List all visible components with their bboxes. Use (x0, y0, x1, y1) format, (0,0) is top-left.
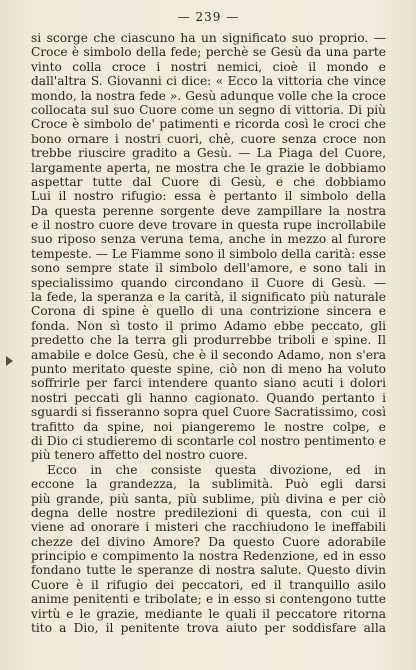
text-line: largamente aperta, ne mostra che le grazie le dobbiamo (31, 160, 386, 175)
margin-marker-icon (6, 356, 13, 366)
text-line: Ecco in che consiste questa divozione, ed in (47, 462, 386, 477)
text-line: trafitto da spine, noi piangeremo le nostre colpe, e (31, 419, 386, 434)
text-line: di Dio ci studieremo di scontarle col nostro pentimento e (31, 433, 386, 448)
text-line: dall'altra S. Giovanni ci dice: « Ecco la vittoria che vince (31, 74, 386, 89)
text-line: più grande, più santa, più sublime, più divina e per ciò (31, 491, 386, 506)
text-line: eccone la grandezza, la sublimità. Può egli darsi (31, 477, 386, 492)
paragraph (31, 463, 386, 636)
text-line: soffrirle per farci intendere quanto siano acuti i dolori (31, 376, 386, 391)
text-line: bono ornare i nostri cuori, chè, cuore senza croce non (31, 131, 386, 146)
paragraph (31, 31, 386, 463)
text-line: fonda. Non sì tosto il primo Adamo ebbe peccato, gli (31, 318, 386, 333)
text-line: nostri peccati gli hanno cagionato. Quando pertanto i (31, 390, 386, 405)
text-line: aspettar tutte dal Cuore di Gesù, e che dobbiamo (31, 174, 386, 189)
text-line: collocata sul suo Cuore come un segno di vittoria. Di più (31, 102, 386, 117)
text-line: suo riposo senza veruna tema, anche in mezzo al furore (31, 232, 386, 247)
text-line: tito a Dio, il penitente trova aiuto per soddisfare alla (31, 621, 386, 636)
page-number: — 239 — (177, 10, 240, 24)
text-line: Lui il nostro rifugio: essa è pertanto il simbolo della (31, 189, 386, 204)
text-line: amabile e dolce Gesù, che è il secondo Adamo, non s'era (31, 347, 386, 362)
text-line: anime penitenti e tribolate; e in esso si contengono tutte (31, 592, 386, 607)
text-line: punto meritato queste spine, ciò non di meno ha voluto (31, 361, 386, 376)
text-line: Cuore è il rifugio dei peccatori, ed il tranquillo asilo (31, 577, 386, 592)
text-line: mondo, la nostra fede ». Gesù adunque volle che la croce (31, 88, 386, 103)
text-line: la fede, la speranza e la carità, il significato più naturale (31, 290, 386, 305)
text-line: Croce è simbolo de' patimenti e ricorda così le croci che (31, 117, 386, 132)
text-line: e il nostro cuore deve trovare in questa rupe incrollabile (31, 218, 386, 233)
text-line: si scorge che ciascuno ha un significato suo proprio. — (31, 31, 386, 45)
text-line: trebbe riuscire gradito a Gesù. — La Piaga del Cuore, (31, 146, 386, 161)
text-line: chezze del divino Amore? Da questo Cuore adorabile (31, 534, 386, 549)
text-line: sguardi si fisseranno sopra quel Cuore Sacratissimo, così (31, 405, 386, 420)
text-line: predetto che la terra gli produrrebbe triboli e spine. Il (31, 333, 386, 348)
text-line: più tenero affetto del nostro cuore. (31, 448, 248, 463)
text-line: Croce è simbolo della fede; perchè se Gesù da una parte (31, 45, 386, 60)
text-line: virtù e le grazie, mediante le quali il peccatore ritorna (31, 606, 386, 621)
text-line: sono sempre state il simbolo dell'amore, e sono tali in (31, 261, 386, 276)
text-body (31, 31, 386, 635)
text-line: vinto colla croce i nostri nemici, cioè il mondo e (31, 59, 386, 74)
text-line: viene ad onorare i misteri che racchiudono le ineffabili (31, 520, 386, 535)
text-line: tempeste. — Le Fiamme sono il simbolo della carità: esse (31, 246, 386, 261)
text-line: Da questa perenne sorgente deve zampillare la nostra (31, 203, 386, 218)
text-line: Corona di spine è quello di una contrizione sincera e (31, 304, 386, 319)
text-line: specialissimo quando circondano il Cuore di Gesù. — (31, 275, 386, 290)
text-line: degna delle nostre predilezioni di questa, con cui il (31, 505, 386, 520)
text-line: fondano tutte le speranze di nostra salute. Questo divin (31, 563, 386, 578)
text-line: principio e compimento la nostra Redenzione, ed in esso (31, 549, 386, 564)
